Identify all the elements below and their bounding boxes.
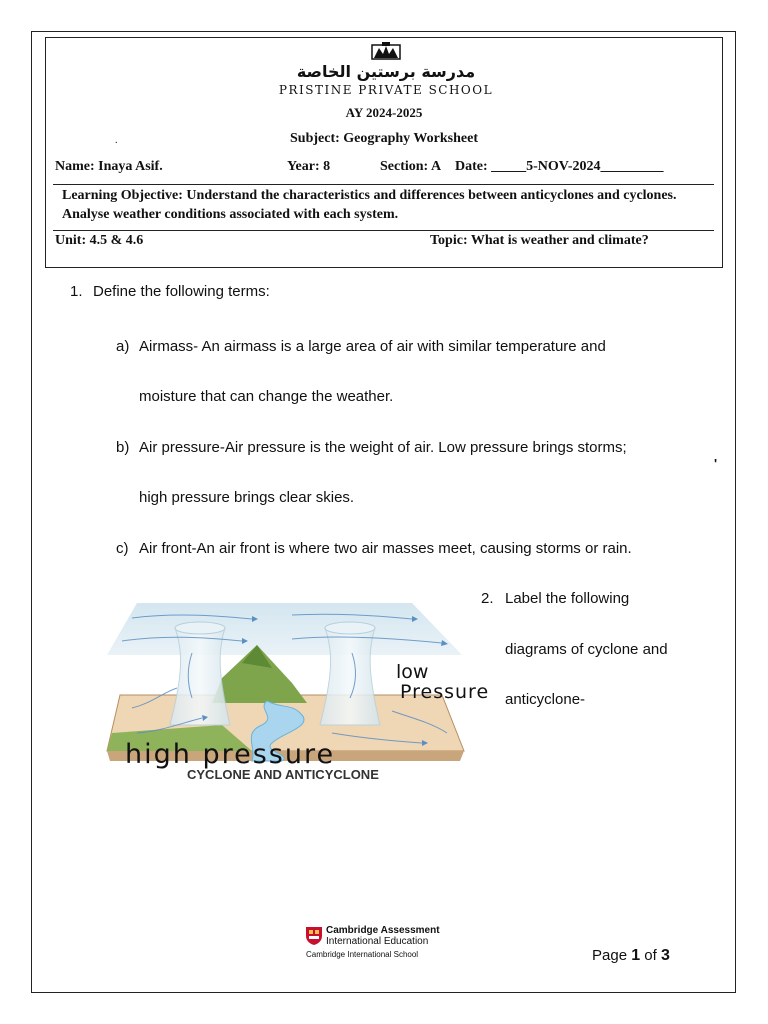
page-number bbox=[592, 947, 670, 965]
section-field: Section: A bbox=[380, 159, 442, 174]
school-name-english: PRISTINE PRIVATE SCHOOL bbox=[278, 83, 494, 97]
answer-b-label: b) bbox=[116, 439, 130, 456]
handwritten-pressure: Pressure bbox=[400, 681, 490, 703]
international-education-text: International Education bbox=[326, 936, 429, 947]
learning-objective: Learning Objective: Understand the characteristics and differences between anticyclones and cyclones. Analyse weather conditions associated with each system. bbox=[62, 188, 677, 222]
stray-dot: . bbox=[115, 135, 118, 146]
handwritten-low: low bbox=[396, 661, 429, 683]
answer-b-line-1: Air pressure-Air pressure is the weight of air. Low pressure brings storms; bbox=[139, 439, 627, 456]
answer-c-label: c) bbox=[116, 540, 129, 557]
question-1-number: 1. bbox=[70, 283, 83, 300]
header-rule-bottom bbox=[53, 230, 714, 231]
topic-field: Topic: What is weather and climate? bbox=[430, 233, 649, 248]
page-total: 3 bbox=[660, 947, 670, 964]
answer-a-label: a) bbox=[116, 338, 130, 355]
page-word: Page bbox=[592, 947, 628, 964]
school-logo bbox=[278, 42, 494, 100]
stray-mark: ' bbox=[714, 456, 718, 471]
page-of: of bbox=[644, 947, 657, 964]
school-name-arabic: مدرسة برستين الخاصة bbox=[296, 62, 476, 81]
academic-year: AY 2024-2025 bbox=[345, 105, 423, 120]
cambridge-school-text: Cambridge International School bbox=[306, 950, 419, 959]
diagram-caption: CYCLONE AND ANTICYCLONE bbox=[187, 767, 379, 782]
question-2-line-1: Label the following bbox=[505, 590, 630, 607]
student-name: Name: Inaya Asif. bbox=[55, 159, 163, 174]
answer-a-line-2: moisture that can change the weather. bbox=[139, 388, 394, 405]
question-2-line-3: anticyclone- bbox=[505, 691, 586, 708]
answer-b-line-2: high pressure brings clear skies. bbox=[139, 489, 355, 506]
cambridge-logo bbox=[303, 925, 463, 961]
date-field: Date: _____5-NOV-2024_________ bbox=[455, 159, 664, 174]
question-2-line-2: diagrams of cyclone and bbox=[505, 641, 668, 658]
worksheet-header bbox=[45, 37, 723, 268]
answer-c-line-1: Air front-An air front is where two air masses meet, causing storms or rain. bbox=[139, 540, 632, 557]
school-crest-icon bbox=[369, 42, 403, 60]
subject-line: Subject: Geography Worksheet bbox=[290, 131, 478, 146]
cambridge-shield-icon bbox=[305, 926, 323, 946]
handwritten-high-pressure: high pressure bbox=[125, 739, 336, 770]
header-rule-top bbox=[53, 184, 714, 185]
unit-field: Unit: 4.5 & 4.6 bbox=[55, 233, 144, 248]
question-2-number: 2. bbox=[481, 590, 494, 607]
cambridge-assessment-text: Cambridge Assessment bbox=[326, 925, 440, 936]
year-field: Year: 8 bbox=[287, 159, 331, 174]
cyclone-anticyclone-diagram bbox=[92, 583, 490, 793]
answer-a-line-1: Airmass- An airmass is a large area of air with similar temperature and bbox=[139, 338, 606, 355]
page-current: 1 bbox=[631, 947, 641, 964]
question-1-text: Define the following terms: bbox=[93, 283, 270, 300]
